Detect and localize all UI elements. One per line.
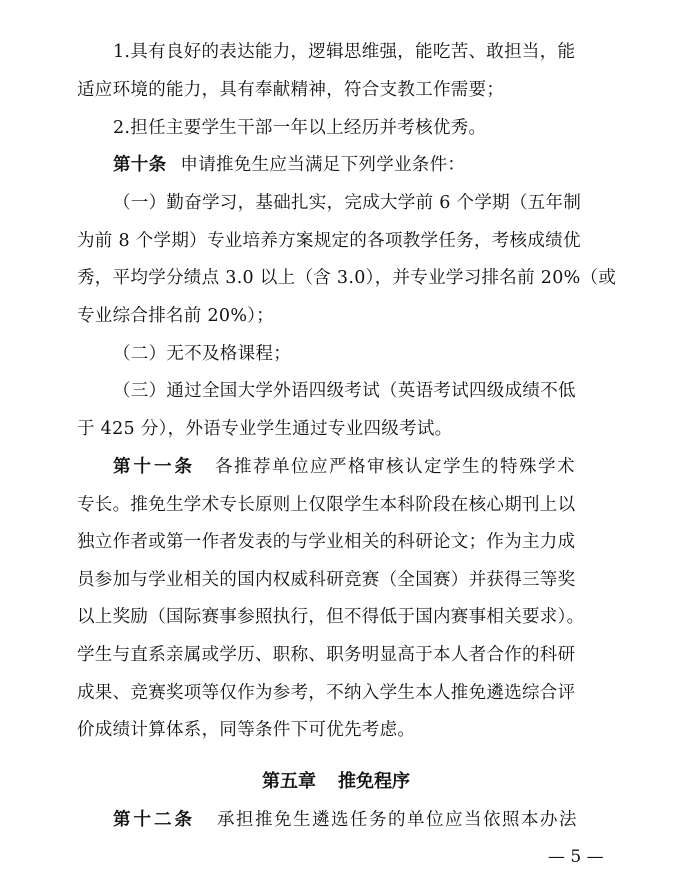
text-line-16: 以上奖励（国际赛事参照执行，但不得低于国内赛事相关要求）。: [77, 607, 585, 627]
text-line-18: 成果、竞赛奖项等仅作为参考，不纳入学生本人推免遴选综合评: [77, 683, 576, 703]
text-line-2: 适应环境的能力，具有奉献精神，符合支教工作需要；: [77, 80, 505, 100]
text-line-20: 承担推免生遴选任务的单位应当依照本办法: [217, 810, 578, 830]
article-12-heading: 第十二条: [113, 810, 195, 830]
text-line-6: 为前 8 个学期）专业培养方案规定的各项教学任务，考核成绩优: [77, 231, 581, 251]
article-11-heading: 第十一条: [113, 457, 195, 477]
text-line-15: 员参加与学业相关的国内权威科研竞赛（全国赛）并获得三等奖: [77, 570, 576, 590]
text-line-4: 申请推免生应当满足下列学业条件：: [180, 155, 466, 175]
text-line-7: 秀，平均学分绩点 3.0 以上（含 3.0），并专业学习排名前 20%（或: [77, 268, 617, 288]
article-12-paragraph: [113, 808, 578, 832]
article-10-heading: 第十条: [113, 155, 167, 175]
text-line-5: （一）勤奋学习，基础扎实，完成大学前 6 个学期（五年制: [113, 193, 582, 213]
chapter-number: 第五章: [262, 771, 316, 792]
article-10-paragraph: [113, 153, 465, 177]
text-line-8: 专业综合排名前 20%）；: [77, 306, 275, 326]
text-line-19: 价成绩计算体系，同等条件下可优先考虑。: [77, 720, 416, 740]
text-line-13: 专长。推免生学术专长原则上仅限学生本科阶段在核心期刊上以: [77, 495, 576, 515]
page-number: — 5 —: [548, 847, 604, 867]
text-line-14: 独立作者或第一作者发表的与学业相关的科研论文；作为主力成: [77, 532, 576, 552]
text-line-10: （三）通过全国大学外语四级考试（英语考试四级成绩不低: [113, 381, 576, 401]
text-line-12: 各推荐单位应严格审核认定学生的特殊学术: [215, 457, 576, 477]
chapter-heading: [262, 770, 410, 794]
article-11-paragraph: [113, 455, 576, 479]
text-line-11: 于 425 分），外语专业学生通过专业四级考试。: [77, 419, 453, 439]
text-line-3: 2.担任主要学生干部一年以上经历并考核优秀。: [113, 118, 487, 138]
chapter-title: 推免程序: [338, 771, 410, 792]
text-line-1: 1.具有良好的表达能力，逻辑思维强，能吃苦、敢担当，能: [113, 42, 576, 62]
text-line-9: （二）无不及格课程；: [113, 344, 291, 364]
text-line-17: 学生与直系亲属或学历、职称、职务明显高于本人者合作的科研: [77, 645, 576, 665]
